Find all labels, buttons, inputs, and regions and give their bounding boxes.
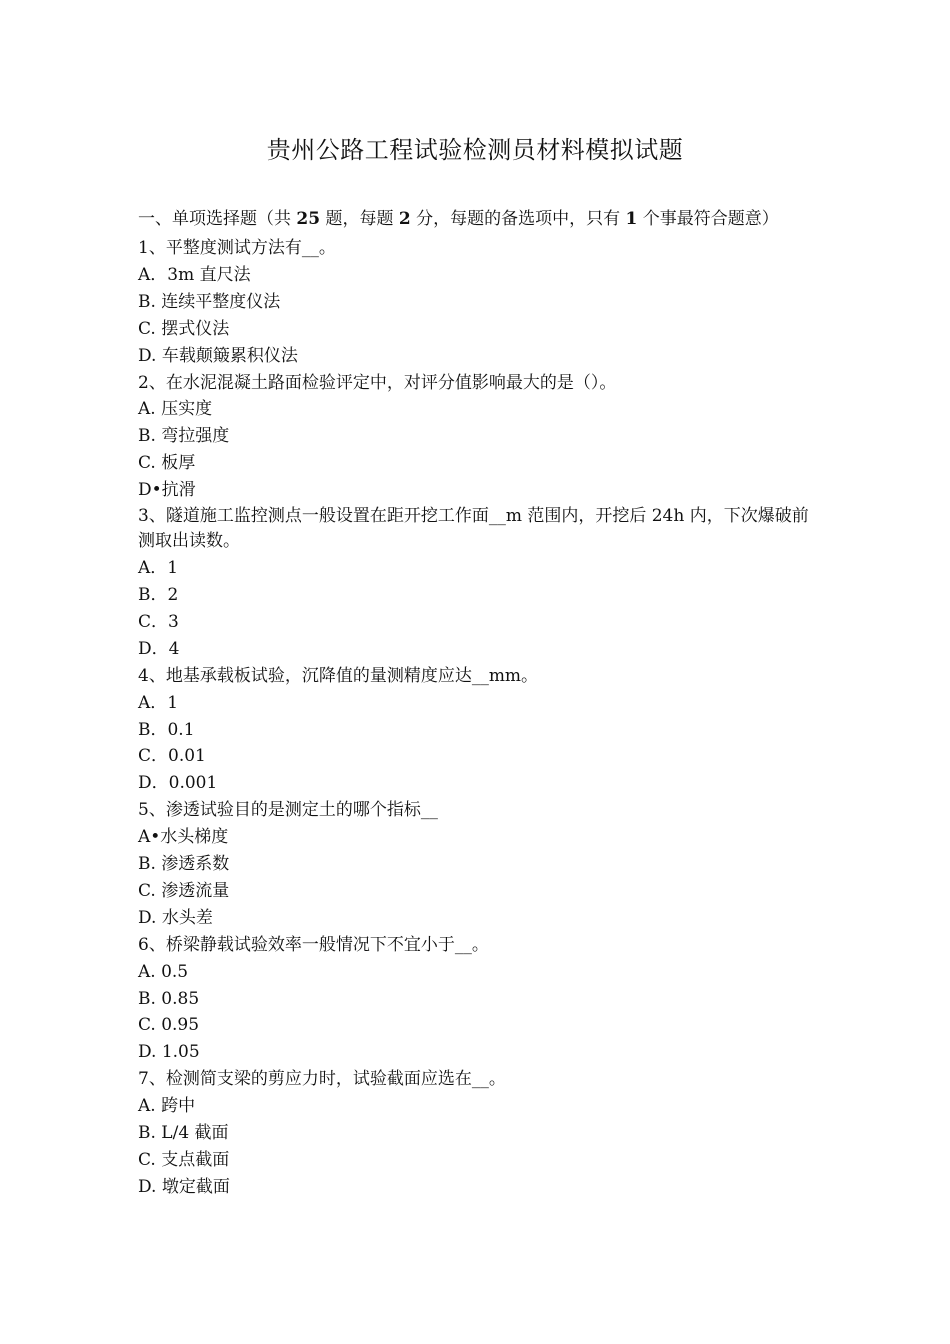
option-1b: B. 连续平整度仪法	[138, 291, 281, 312]
option-3a: A．1	[138, 558, 179, 579]
document-body	[138, 207, 818, 1201]
option-2a: A. 压实度	[138, 399, 213, 420]
option-6c: C. 0.95	[138, 1015, 200, 1036]
section-heading-text: 一、单项选择题（共	[138, 209, 297, 229]
option-2d: D•抗滑	[138, 480, 196, 501]
option-3d: D．4	[138, 638, 180, 659]
question-4: 4、地基承载板试验，沉降值的量测精度应达__mm。	[138, 665, 539, 686]
option-5c: C. 渗透流量	[138, 880, 230, 901]
question-2: 2、在水泥混凝土路面检验评定中，对评分值影响最大的是（）。	[138, 372, 617, 393]
option-5a: A•水头梯度	[138, 827, 229, 848]
option-2c: C. 板厚	[138, 453, 196, 474]
section-heading-text: 个事最符合题意）	[637, 209, 779, 229]
option-1a: A．3m 直尺法	[138, 264, 251, 285]
option-2b: B. 弯拉强度	[138, 426, 230, 447]
option-3c: C．3	[138, 611, 179, 632]
option-5b: B. 渗透系数	[138, 854, 230, 875]
option-1c: C. 摆式仪法	[138, 318, 230, 339]
question-count: 25	[296, 209, 321, 229]
option-4d: D．0.001	[138, 773, 218, 794]
section-heading	[138, 207, 818, 232]
question-6: 6、桥梁静载试验效率一般情况下不宜小于__。	[138, 934, 489, 955]
section-heading-text: 分，每题的备选项中，只有	[410, 209, 626, 229]
option-7a: A. 跨中	[138, 1096, 196, 1117]
option-4c: C．0.01	[138, 746, 206, 767]
option-6b: B. 0.85	[138, 988, 200, 1009]
option-3b: B．2	[138, 584, 179, 605]
option-7b: B. L/4 截面	[138, 1123, 229, 1144]
question-3: 3、隧道施工监控测点一般设置在距开挖工作面__m 范围内，开挖后 24h 内，下次爆破前测取出读数。	[138, 506, 809, 552]
section-heading-text: 题，每题	[320, 209, 399, 229]
option-6a: A. 0.5	[138, 961, 189, 982]
option-4a: A．1	[138, 692, 179, 713]
option-7d: D. 墩定截面	[138, 1176, 230, 1197]
correct-answer-count: 1	[625, 209, 638, 229]
question-7: 7、检测简支梁的剪应力时，试验截面应选在__。	[138, 1069, 506, 1090]
option-1d: D. 车载颠簸累积仪法	[138, 345, 298, 366]
points-per-question: 2	[398, 209, 411, 229]
question-1: 1、平整度测试方法有__。	[138, 238, 336, 258]
option-4b: B．0.1	[138, 719, 195, 740]
question-5: 5、渗透试验目的是测定土的哪个指标__	[138, 800, 438, 821]
option-5d: D. 水头差	[138, 907, 213, 928]
option-6d: D. 1.05	[138, 1042, 200, 1063]
document-title: 贵州公路工程试验检测员材料模拟试题	[266, 136, 684, 164]
option-7c: C. 支点截面	[138, 1150, 230, 1170]
